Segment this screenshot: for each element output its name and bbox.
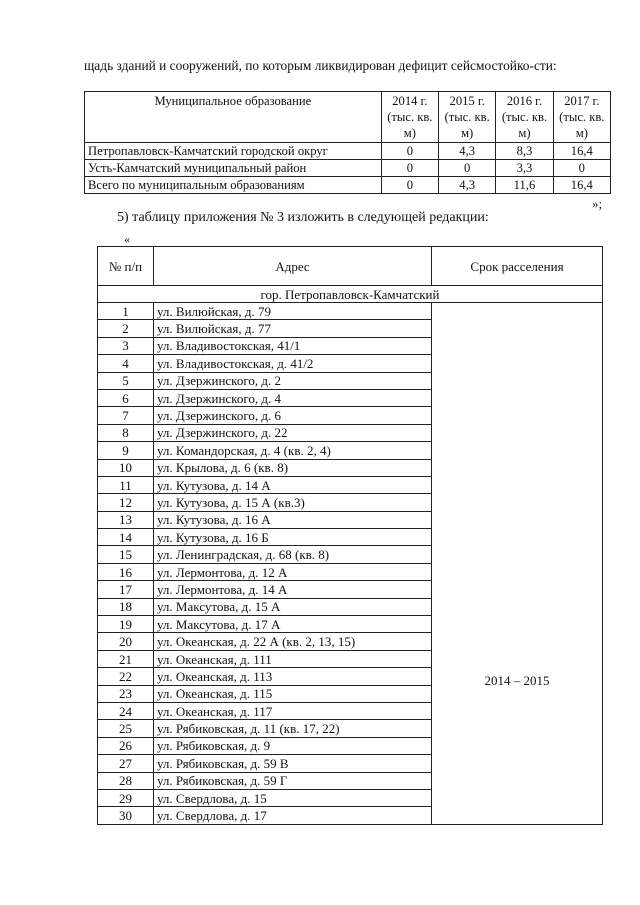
row-number: 27 bbox=[98, 755, 154, 772]
row-number: 24 bbox=[98, 702, 154, 719]
intro-text: щадь зданий и сооружений, по которым ликвидирован дефицит сейсмостойко-сти: bbox=[84, 58, 557, 73]
value-cell: 0 bbox=[381, 160, 438, 177]
table2-body bbox=[98, 303, 603, 825]
row-number: 16 bbox=[98, 563, 154, 580]
address-cell: ул. Лермонтова, д. 12 А bbox=[154, 563, 432, 580]
row-number: 10 bbox=[98, 459, 154, 476]
resettlement-term: 2014 – 2015 bbox=[432, 303, 603, 825]
row-number: 18 bbox=[98, 598, 154, 615]
address-cell: ул. Рябиковская, д. 9 bbox=[154, 737, 432, 754]
value-cell: 8,3 bbox=[496, 143, 553, 160]
address-cell: ул. Максутова, д. 15 А bbox=[154, 598, 432, 615]
address-cell: ул. Дзержинского, д. 2 bbox=[154, 372, 432, 389]
row-number: 5 bbox=[98, 372, 154, 389]
address-cell: ул. Максутова, д. 17 А bbox=[154, 616, 432, 633]
address-cell: ул. Океанская, д. 111 bbox=[154, 650, 432, 667]
address-cell: ул. Рябиковская, д. 11 (кв. 17, 22) bbox=[154, 720, 432, 737]
table-header-row bbox=[85, 92, 611, 143]
address-cell: ул. Командорская, д. 4 (кв. 2, 4) bbox=[154, 442, 432, 459]
row-number: 12 bbox=[98, 494, 154, 511]
row-number: 22 bbox=[98, 668, 154, 685]
row-number: 17 bbox=[98, 581, 154, 598]
address-cell: ул. Кутузова, д. 14 А bbox=[154, 476, 432, 493]
municipality-name: Всего по муниципальным образованиям bbox=[85, 177, 382, 194]
address-cell: ул. Океанская, д. 117 bbox=[154, 702, 432, 719]
address-cell: ул. Кутузова, д. 16 А bbox=[154, 511, 432, 528]
address-cell: ул. Свердлова, д. 17 bbox=[154, 807, 432, 824]
header-2014: 2014 г. (тыс. кв. м) bbox=[381, 92, 438, 143]
address-cell: ул. Кутузова, д. 15 А (кв.3) bbox=[154, 494, 432, 511]
table-row bbox=[85, 177, 611, 194]
row-number: 4 bbox=[98, 355, 154, 372]
address-cell: ул. Свердлова, д. 15 bbox=[154, 789, 432, 806]
header-address: Адрес bbox=[154, 247, 432, 286]
row-number: 3 bbox=[98, 337, 154, 354]
row-number: 2 bbox=[98, 320, 154, 337]
address-cell: ул. Владивостокская, д. 41/2 bbox=[154, 355, 432, 372]
row-number: 23 bbox=[98, 685, 154, 702]
row-number: 8 bbox=[98, 424, 154, 441]
value-cell: 4,3 bbox=[439, 177, 496, 194]
table-header-row bbox=[98, 247, 603, 286]
row-number: 26 bbox=[98, 737, 154, 754]
value-cell: 16,4 bbox=[553, 177, 610, 194]
value-cell: 0 bbox=[381, 177, 438, 194]
city-name: гор. Петропавловск-Камчатский bbox=[98, 286, 603, 303]
row-number: 9 bbox=[98, 442, 154, 459]
value-cell: 0 bbox=[439, 160, 496, 177]
header-number: № п/п bbox=[98, 247, 154, 286]
paragraph-5: 5) таблицу приложения № 3 изложить в следующей редакции: bbox=[117, 210, 489, 225]
address-cell: ул. Лермонтова, д. 14 А bbox=[154, 581, 432, 598]
value-cell: 3,3 bbox=[496, 160, 553, 177]
address-cell: ул. Рябиковская, д. 59 В bbox=[154, 755, 432, 772]
address-cell: ул. Океанская, д. 113 bbox=[154, 668, 432, 685]
row-number: 6 bbox=[98, 389, 154, 406]
table-row bbox=[98, 303, 603, 320]
header-2017: 2017 г. (тыс. кв. м) bbox=[553, 92, 610, 143]
closing-quote: »; bbox=[592, 196, 603, 211]
row-number: 15 bbox=[98, 546, 154, 563]
header-2016: 2016 г. (тыс. кв. м) bbox=[496, 92, 553, 143]
opening-quote: « bbox=[124, 232, 130, 246]
row-number: 30 bbox=[98, 807, 154, 824]
value-cell: 0 bbox=[381, 143, 438, 160]
address-cell: ул. Океанская, д. 115 bbox=[154, 685, 432, 702]
municipality-name: Усть-Камчатский муниципальный район bbox=[85, 160, 382, 177]
address-cell: ул. Рябиковская, д. 59 Г bbox=[154, 772, 432, 789]
row-number: 7 bbox=[98, 407, 154, 424]
row-number: 13 bbox=[98, 511, 154, 528]
address-cell: ул. Вилюйская, д. 79 bbox=[154, 303, 432, 320]
address-cell: ул. Кутузова, д. 16 Б bbox=[154, 529, 432, 546]
row-number: 20 bbox=[98, 633, 154, 650]
city-row bbox=[98, 286, 603, 303]
address-cell: ул. Владивостокская, 41/1 bbox=[154, 337, 432, 354]
table1-body bbox=[85, 143, 611, 194]
address-cell: ул. Крылова, д. 6 (кв. 8) bbox=[154, 459, 432, 476]
address-cell: ул. Вилюйская, д. 77 bbox=[154, 320, 432, 337]
value-cell: 11,6 bbox=[496, 177, 553, 194]
row-number: 14 bbox=[98, 529, 154, 546]
value-cell: 4,3 bbox=[439, 143, 496, 160]
header-2015: 2015 г. (тыс. кв. м) bbox=[439, 92, 496, 143]
row-number: 11 bbox=[98, 476, 154, 493]
row-number: 1 bbox=[98, 303, 154, 320]
address-cell: ул. Дзержинского, д. 22 bbox=[154, 424, 432, 441]
address-cell: ул. Океанская, д. 22 А (кв. 2, 13, 15) bbox=[154, 633, 432, 650]
header-municipality: Муниципальное образование bbox=[85, 92, 382, 143]
address-cell: ул. Дзержинского, д. 4 bbox=[154, 389, 432, 406]
row-number: 19 bbox=[98, 616, 154, 633]
value-cell: 16,4 bbox=[553, 143, 610, 160]
address-cell: ул. Дзержинского, д. 6 bbox=[154, 407, 432, 424]
municipality-name: Петропавловск-Камчатский городской округ bbox=[85, 143, 382, 160]
row-number: 21 bbox=[98, 650, 154, 667]
resettlement-table bbox=[97, 246, 603, 825]
value-cell: 0 bbox=[553, 160, 610, 177]
seismic-deficit-table bbox=[84, 91, 611, 194]
header-term: Срок расселения bbox=[432, 247, 603, 286]
row-number: 29 bbox=[98, 789, 154, 806]
table-row bbox=[85, 160, 611, 177]
address-cell: ул. Ленинградская, д. 68 (кв. 8) bbox=[154, 546, 432, 563]
row-number: 25 bbox=[98, 720, 154, 737]
row-number: 28 bbox=[98, 772, 154, 789]
table-row bbox=[85, 143, 611, 160]
